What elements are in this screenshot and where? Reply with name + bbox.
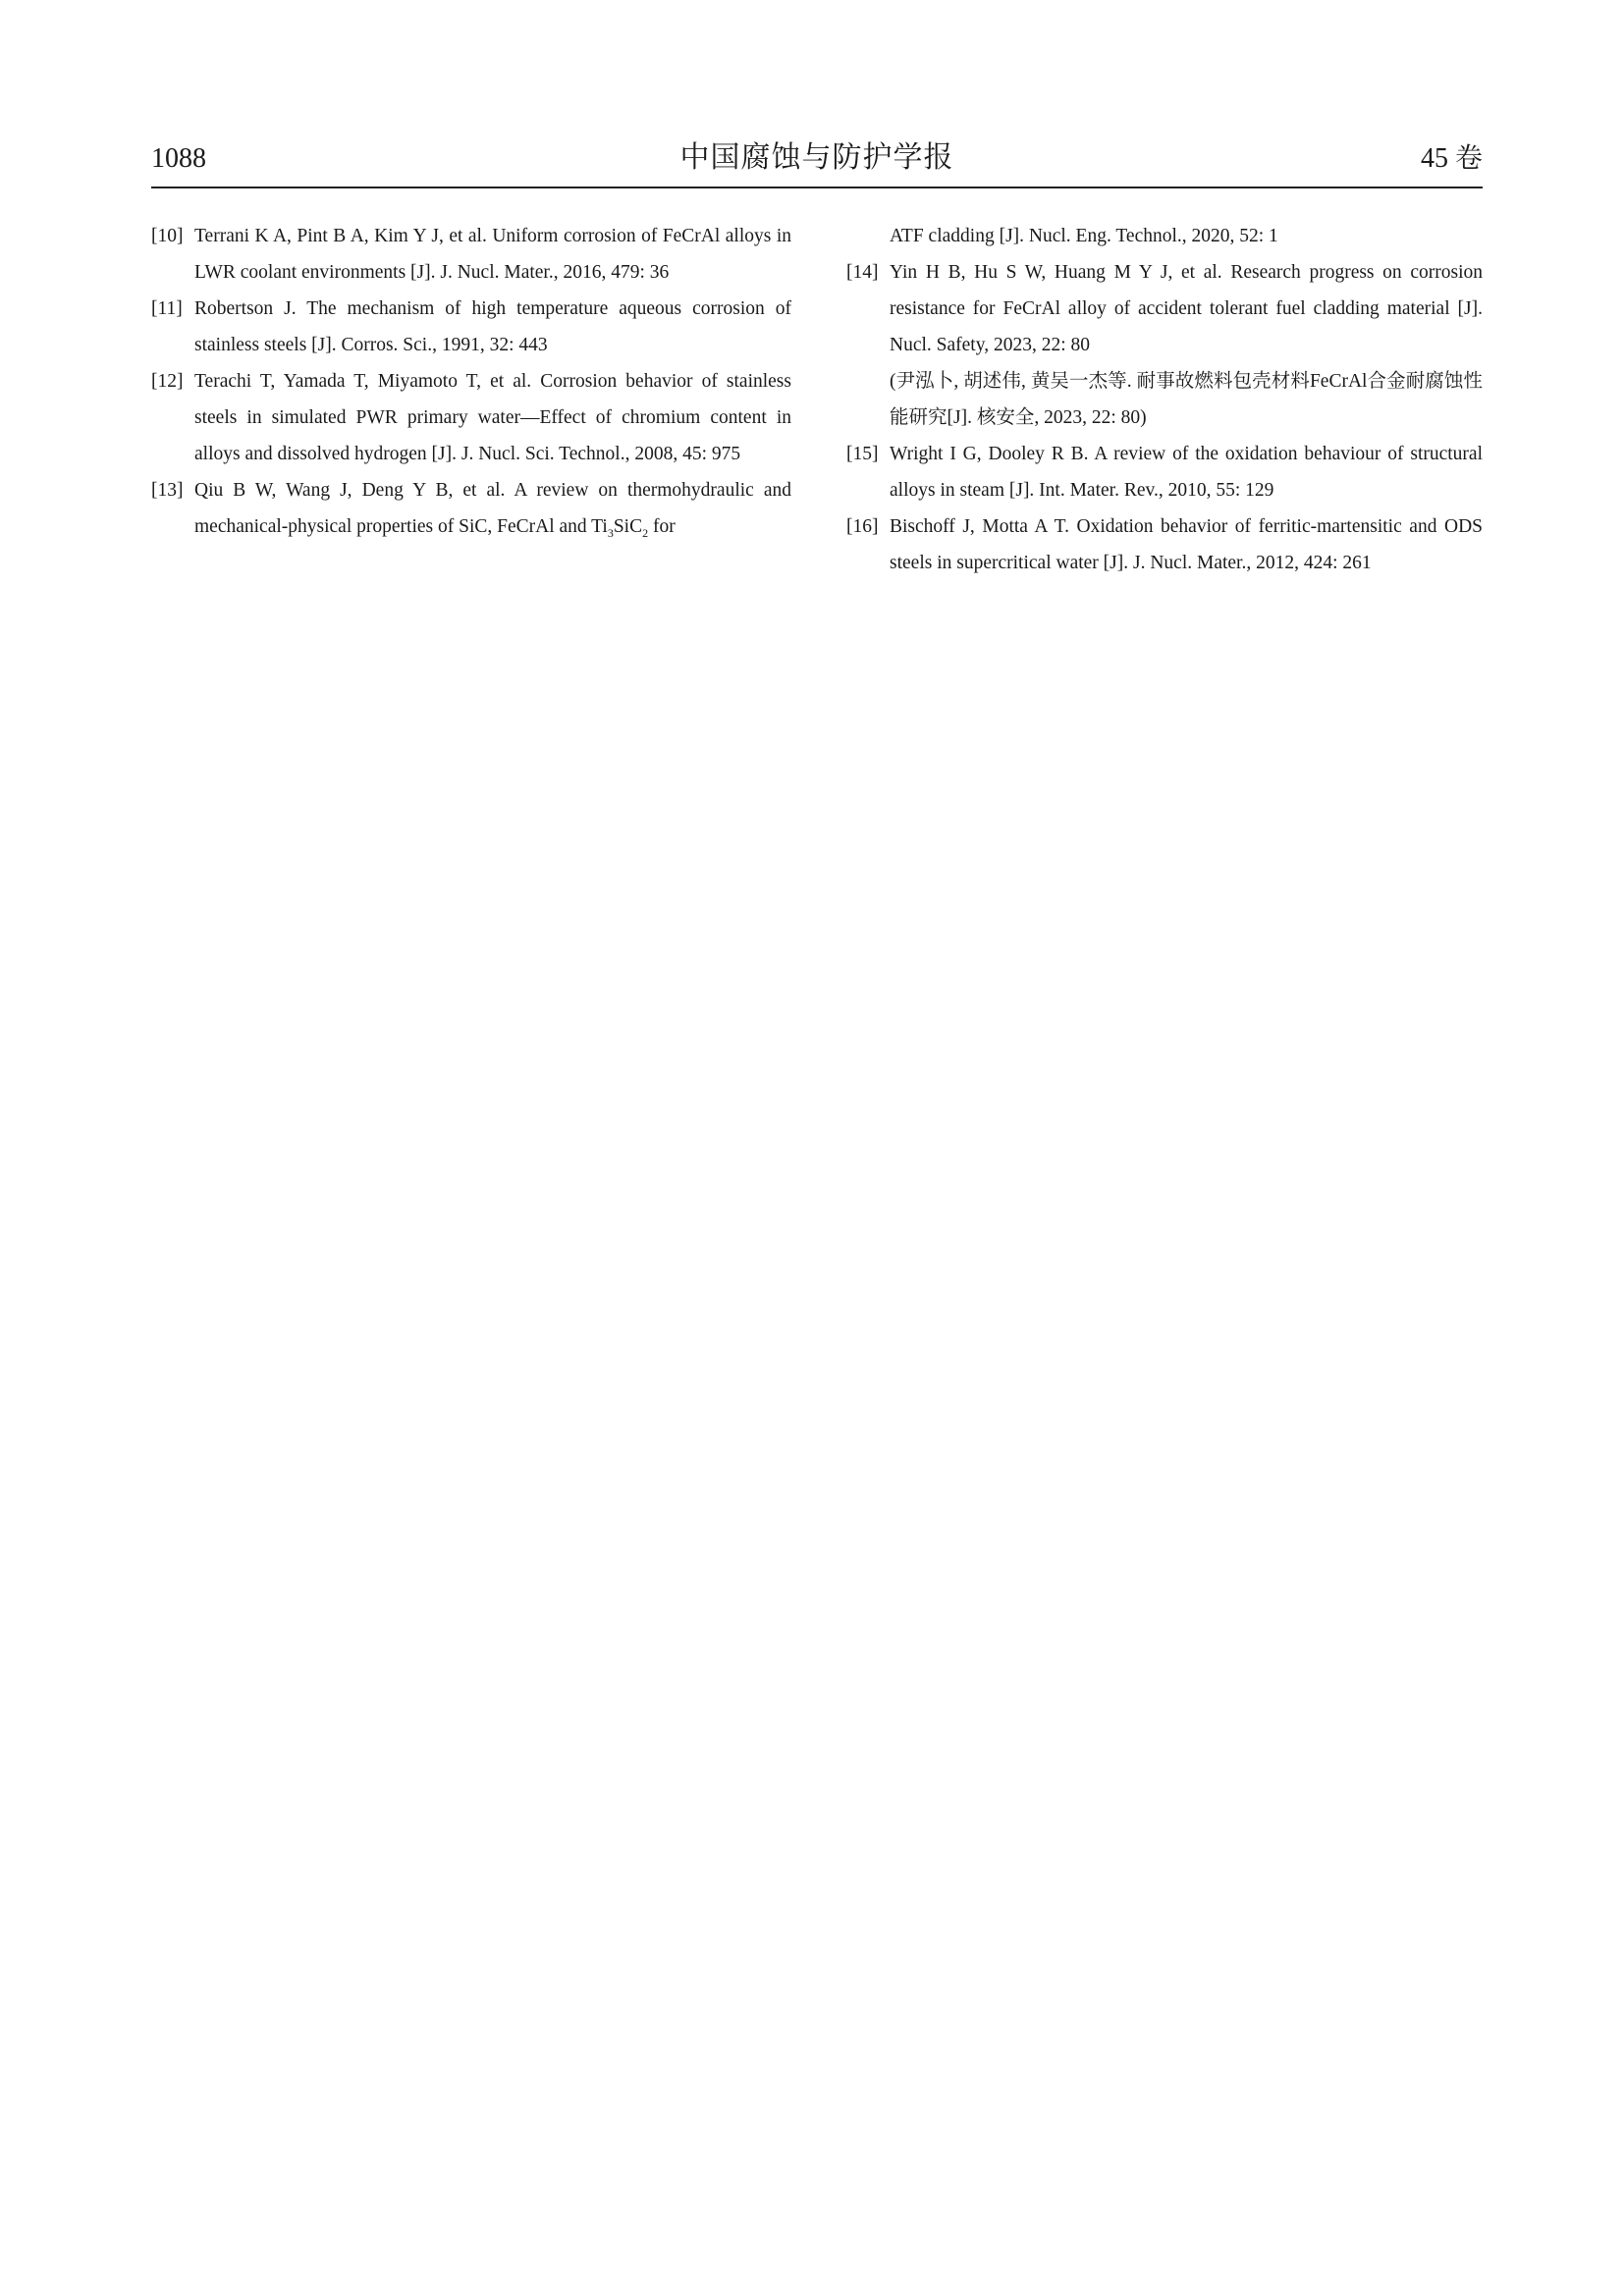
reference-15 (846, 436, 1483, 508)
reference-number: [14] (846, 262, 879, 283)
reference-number: [15] (846, 444, 879, 464)
reference-text: Yin H B, Hu S W, Huang M Y J, et al. Research progress on corrosion resistance for FeCrAl alloy of accident tolerant fuel cladding material [J]. Nucl. Safety, 2023, 22: 80 (890, 262, 1483, 355)
reference-text-part: SiC (613, 516, 643, 537)
references-left-column (151, 218, 791, 545)
reference-11 (151, 291, 791, 363)
reference-text: Wright I G, Dooley R B. A review of the oxidation behaviour of structural alloys in steam [J]. Int. Mater. Rev., 2010, 55: 129 (890, 444, 1483, 501)
subscript: 2 (642, 525, 649, 540)
reference-number: [10] (151, 226, 184, 246)
reference-10 (151, 218, 791, 291)
reference-13-continuation: ATF cladding [J]. Nucl. Eng. Technol., 2020, 52: 1 (890, 226, 1278, 246)
page-number: 1088 (151, 143, 206, 174)
reference-text: Bischoff J, Motta A T. Oxidation behavior of ferritic-martensitic and ODS steels in supercritical water [J]. J. Nucl. Mater., 2012, 424: 261 (890, 516, 1483, 573)
journal-title: 中国腐蚀与防护学报 (679, 141, 954, 174)
reference-text (194, 472, 791, 545)
reference-12 (151, 363, 791, 472)
reference-16 (846, 508, 1483, 581)
reference-number: [13] (151, 480, 184, 501)
reference-text: Robertson J. The mechanism of high temperature aqueous corrosion of stainless steels [J]. Corros. Sci., 1991, 32: 443 (194, 298, 791, 355)
volume-label: 45 卷 (1420, 143, 1483, 174)
reference-number: [12] (151, 371, 184, 392)
reference-text: Terachi T, Yamada T, Miyamoto T, et al. Corrosion behavior of stainless steels in simulated PWR primary water—Effect of chromium content in alloys and dissolved hydrogen [J]. J. Nucl. Sci. Technol., 2008, 45: 975 (194, 371, 791, 464)
reference-13 (151, 472, 791, 545)
reference-text: Terrani K A, Pint B A, Kim Y J, et al. Uniform corrosion of FeCrAl alloys in LWR coolant environments [J]. J. Nucl. Mater., 2016, 479: 36 (194, 226, 791, 283)
reference-number: [16] (846, 516, 879, 537)
reference-text-part: Qiu B W, Wang J, Deng Y B, et al. A review on thermohydraulic and mechanical-physical properties of SiC, FeCrAl and Ti (194, 480, 791, 537)
subscript: 3 (607, 525, 614, 540)
reference-text-part: for (648, 516, 676, 537)
running-header (151, 135, 1483, 188)
reference-number: [11] (151, 298, 183, 319)
references-right-column (846, 218, 1483, 581)
reference-chinese-translation: (尹泓卜, 胡述伟, 黄吴一杰等. 耐事故燃料包壳材料FeCrAl合金耐腐蚀性能研究[J]. 核安全, 2023, 22: 80) (890, 371, 1483, 428)
reference-14 (846, 254, 1483, 436)
